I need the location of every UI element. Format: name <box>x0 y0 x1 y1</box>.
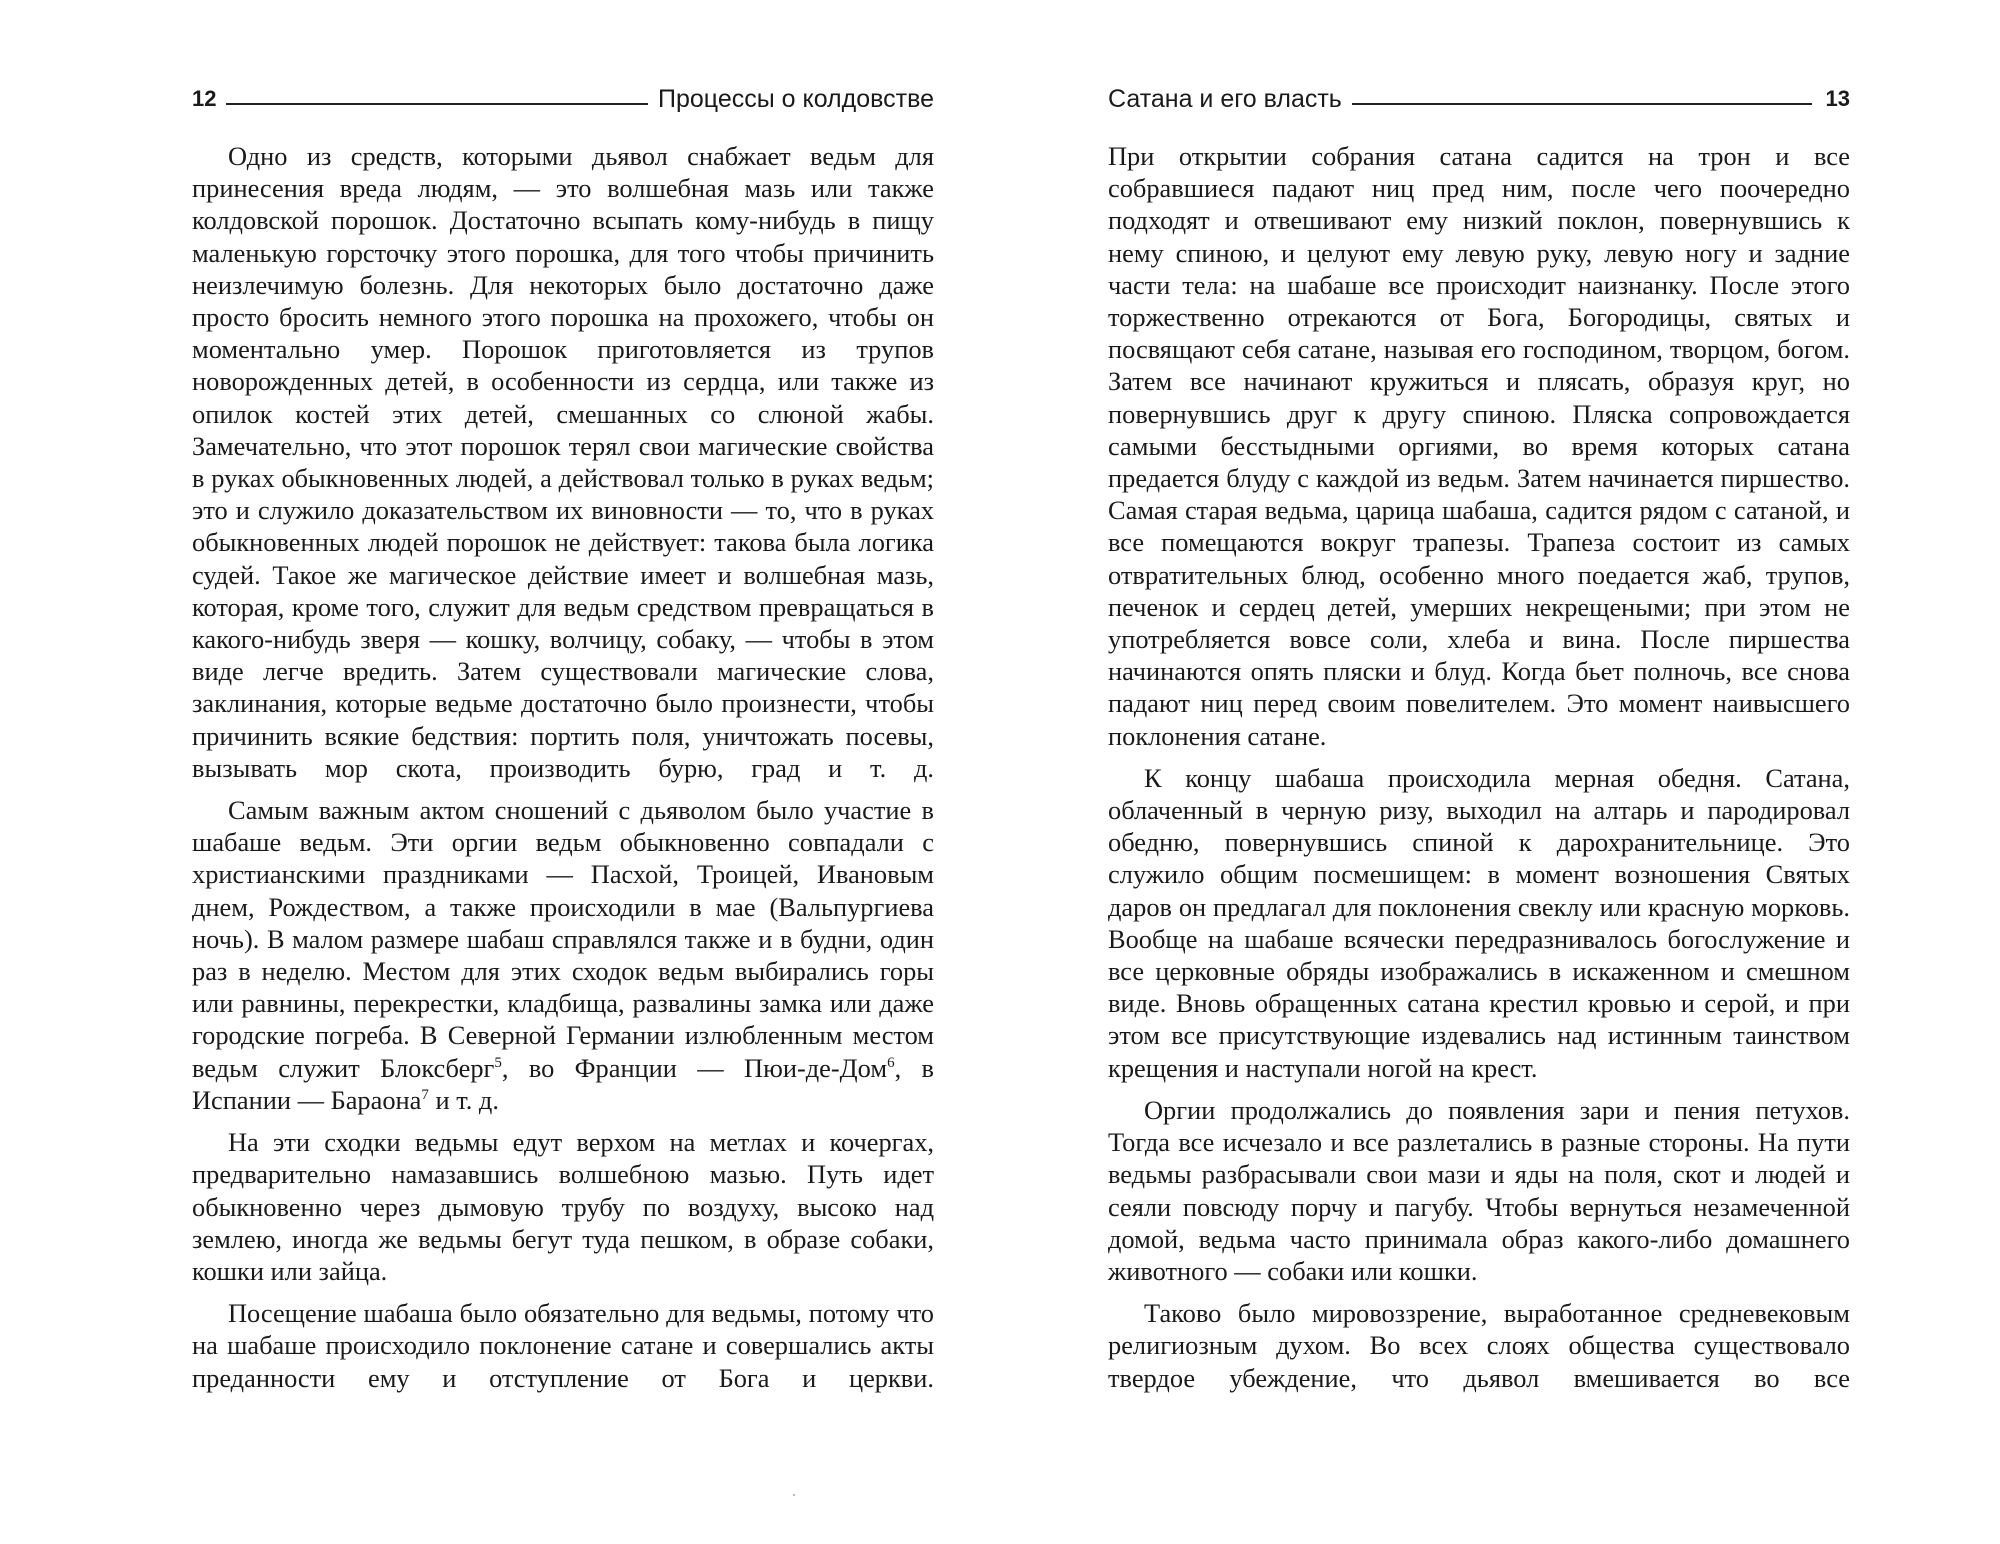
footnote-marker-7: 7 <box>421 1087 429 1104</box>
right-paragraph-3: Оргии продолжались до появления зари и пения петухов. Тогда все исчезало и все разлетались в разные стороны. На пути ведьмы разбрасывали свои мази и яды на поля, скот и людей и сеяли повсюду порчу и пагубу. Чтобы вернуться незамеченной домой, ведьма часто принимала образ какого-либо домашнего животного — собаки или кошки. <box>1108 1094 1850 1286</box>
left-paragraph-2-tail-b: , в Испании — Бараона <box>192 1052 934 1115</box>
right-header-rule <box>1352 103 1812 105</box>
right-paragraph-2: К концу шабаша происходила мерная обедня. Сатана, облаченный в черную ризу, выходил на алтарь и пародировал обедню, повернувшись спиной к дарохранительнице. Это служило общим посмешищем: в момент возношения Святых даров он предлагал для поклонения свеклу или красную морковь. Вообще на шабаше всячески передразнивалось богослужение и все церковные обряды изображались в искаженном и смешном виде. Вновь обращенных сатана крестил кровью и серой, и при этом все присутствующие издевались над истинным таинством крещения и наступали ногой на крест. <box>1108 762 1850 1083</box>
page-speck <box>793 1494 795 1496</box>
right-paragraph-4: Таково было мировоззрение, выработанное средневековым религиозным духом. Во всех слоях общества существовало твердое убеждение, что дьявол вмешивается во все <box>1108 1298 1850 1393</box>
right-page <box>1108 84 1850 1404</box>
left-running-head <box>192 84 934 114</box>
footnote-marker-5: 5 <box>494 1054 502 1071</box>
left-paragraph-4: Посещение шабаша было обязательно для ведьмы, потому что на шабаше происходило поклонение сатане и совершались акты преданности ему и отступление от Бога и церкви. <box>192 1298 934 1393</box>
right-paragraph-1: При открытии собрания сатана садится на трон и все собравшиеся падают ниц пред ним, после чего поочередно подходят и отвешивают ему низкий поклон, повернувшись к нему спиною, и целуют ему левую руку, левую ногу и задние части тела: на шабаше все происходит наизнанку. После этого торжественно отрекаются от Бога, Богородицы, святых и посвящают себя сатане, называя его господином, творцом, богом. Затем все начинают кружиться и плясать, образуя круг, но повернувшись друг к другу спиною. Пляска сопровождается самыми бесстыдными оргиями, во время которых сатана предается блуду с каждой из ведьм. Затем начинается пиршество. Самая старая ведьма, царица шабаша, садится рядом с сатаной, и все помещаются вокруг трапезы. Трапеза состоит из самых отвратительных блюд, особенно много поедается жаб, трупов, печенок и сердец детей, умерших некрещеными; при этом не употребляется вовсе соли, хлеба и вина. После пиршества начинаются опять пляски и блуд. Когда бьет полночь, все снова падают ниц перед своим повелителем. Это момент наивысшего поклонения сатане. <box>1108 141 1850 751</box>
left-header-rule <box>226 103 648 105</box>
left-body-text <box>192 140 934 1394</box>
right-body-text <box>1108 140 1850 1394</box>
right-running-title: Сатана и его власть <box>1108 84 1342 113</box>
left-paragraph-2-tail-a: , во Франции — Пюи-де-Дом <box>501 1052 888 1083</box>
left-page <box>192 84 934 1404</box>
left-paragraph-2 <box>192 794 934 1116</box>
right-page-number: 13 <box>1825 86 1850 111</box>
left-paragraph-2-text: Самым важным актом сношений с дьяволом было участие в шабаше ведьм. Эти оргии ведьм обыкновенно совпадали с христианскими праздниками — Пасхой, Троицей, Ивановым днем, Рождеством, а также происходили в мае (Вальпургиева ночь). В малом размере шабаш справлялся также и в будни, один раз в неделю. Местом для этих сходок ведьм выбирались горы или равнины, перекрестки, кладбища, развалины замка или даже городские погреба. В Северной Германии излюбленным местом ведьм служит Блоксберг <box>192 795 934 1083</box>
footnote-marker-6: 6 <box>887 1054 895 1071</box>
left-paragraph-2-tail-c: и т. д. <box>428 1084 499 1115</box>
right-running-head <box>1108 84 1850 114</box>
left-paragraph-1: Одно из средств, которыми дьявол снабжает ведьм для принесения вреда людям, — это волшебная мазь или также колдовской порошок. Достаточно всыпать кому-нибудь в пищу маленькую горсточку этого порошка, для того чтобы причинить неизлечимую болезнь. Для некоторых было достаточно даже просто бросить немного этого порошка на прохожего, чтобы он моментально умер. Порошок приготовляется из трупов новорожденных детей, в особенности из сердца, или также из опилок костей этих детей, смешанных со слюной жабы. Замечательно, что этот порошок терял свои магические свойства в руках обыкновенных людей, а действовал только в руках ведьм; это и служило доказательством их виновности — то, что в руках обыкновенных людей порошок не действует: такова была логика судей. Такое же магическое действие имеет и волшебная мазь, которая, кроме того, служит для ведьм средством превращаться в какого-нибудь зверя — кошку, волчицу, собаку, — чтобы в этом виде легче вредить. Затем существовали магические слова, заклинания, которые ведьме достаточно было произнести, чтобы причинить всякие бедствия: портить поля, уничтожать посевы, вызывать мор скота, производить бурю, град и т. д. <box>192 141 934 783</box>
left-running-title: Процессы о колдовстве <box>658 84 934 113</box>
left-page-number: 12 <box>192 86 217 111</box>
left-paragraph-3: На эти сходки ведьмы едут верхом на метлах и кочергах, предварительно намазавшись волшебною мазью. Путь идет обыкновенно через дымовую трубу по воздуху, высоко над землею, иногда же ведьмы бегут туда пешком, в образе собаки, кошки или зайца. <box>192 1127 934 1286</box>
